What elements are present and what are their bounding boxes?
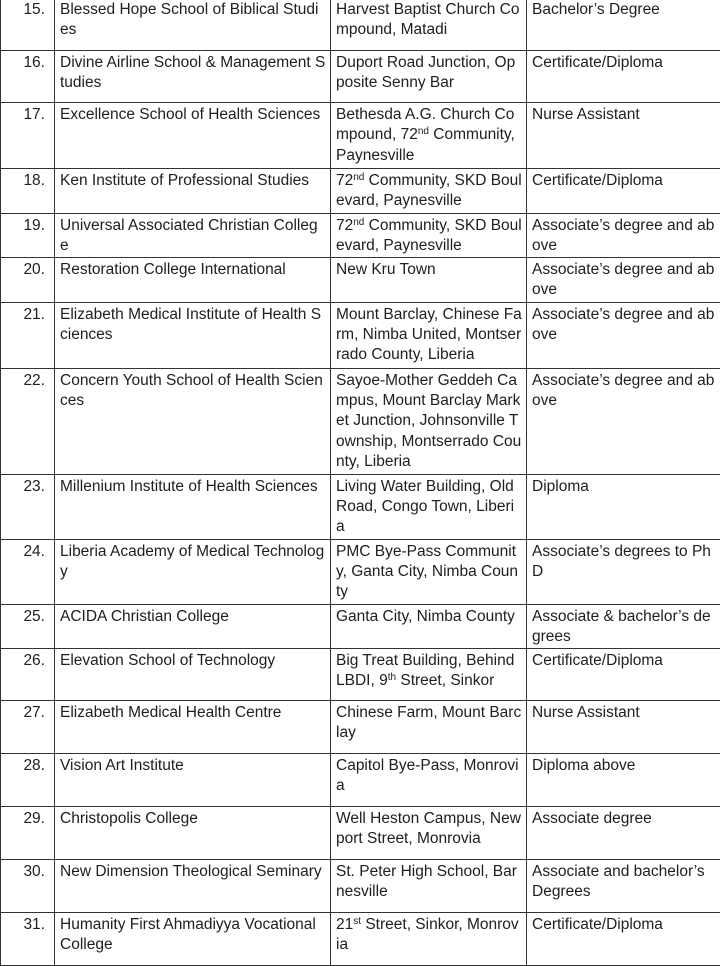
institution-location: Duport Road Junction, Opposite Senny Bar bbox=[331, 51, 527, 103]
table-row bbox=[1, 258, 720, 303]
program-level: Bachelor’s Degree bbox=[527, 0, 720, 51]
table-row bbox=[1, 0, 720, 51]
program-level: Nurse Assistant bbox=[527, 701, 720, 754]
program-level: Associate and bachelor’s Degrees bbox=[527, 860, 720, 913]
institution-name: Excellence School of Health Sciences bbox=[55, 103, 331, 169]
table-row bbox=[1, 51, 720, 103]
table-row bbox=[1, 474, 720, 539]
program-level: Certificate/Diploma bbox=[527, 913, 720, 966]
program-level: Certificate/Diploma bbox=[527, 649, 720, 701]
row-number: 15. bbox=[1, 0, 55, 51]
table-row bbox=[1, 604, 720, 649]
row-number: 20. bbox=[1, 258, 55, 303]
institution-name: Divine Airline School & Management Studies bbox=[55, 51, 331, 103]
institution-name: Elizabeth Medical Institute of Health Sciences bbox=[55, 302, 331, 368]
institution-location: 72nd Community, SKD Boulevard, Paynesville bbox=[331, 169, 527, 214]
program-level: Associate & bachelor’s degrees bbox=[527, 604, 720, 649]
institution-name: Millenium Institute of Health Sciences bbox=[55, 474, 331, 539]
row-number: 24. bbox=[1, 539, 55, 604]
program-level: Certificate/Diploma bbox=[527, 169, 720, 214]
program-level: Certificate/Diploma bbox=[527, 51, 720, 103]
program-level: Associate’s degree and above bbox=[527, 302, 720, 368]
row-number: 22. bbox=[1, 368, 55, 474]
institution-location: Ganta City, Nimba County bbox=[331, 604, 527, 649]
institution-name: Liberia Academy of Medical Technology bbox=[55, 539, 331, 604]
row-number: 27. bbox=[1, 701, 55, 754]
table-row bbox=[1, 754, 720, 807]
institution-location: Well Heston Campus, Newport Street, Monrovia bbox=[331, 807, 527, 860]
table-row bbox=[1, 649, 720, 701]
row-number: 21. bbox=[1, 302, 55, 368]
institution-location: Harvest Baptist Church Compound, Matadi bbox=[331, 0, 527, 51]
table-row bbox=[1, 860, 720, 913]
institution-name: Universal Associated Christian College bbox=[55, 213, 331, 258]
institution-name: Elevation School of Technology bbox=[55, 649, 331, 701]
institution-location: PMC Bye-Pass Community, Ganta City, Nimba County bbox=[331, 539, 527, 604]
table-row bbox=[1, 213, 720, 258]
program-level: Diploma above bbox=[527, 754, 720, 807]
table-row bbox=[1, 913, 720, 966]
row-number: 26. bbox=[1, 649, 55, 701]
program-level: Diploma bbox=[527, 474, 720, 539]
institution-location: Sayoe-Mother Geddeh Campus, Mount Barclay Market Junction, Johnsonville Township, Montserrado County, Liberia bbox=[331, 368, 527, 474]
row-number: 31. bbox=[1, 913, 55, 966]
table-row bbox=[1, 701, 720, 754]
program-level: Nurse Assistant bbox=[527, 103, 720, 169]
table-row bbox=[1, 539, 720, 604]
row-number: 18. bbox=[1, 169, 55, 214]
institution-location: Capitol Bye-Pass, Monrovia bbox=[331, 754, 527, 807]
institution-name: ACIDA Christian College bbox=[55, 604, 331, 649]
program-level: Associate’s degrees to PhD bbox=[527, 539, 720, 604]
institution-name: New Dimension Theological Seminary bbox=[55, 860, 331, 913]
row-number: 25. bbox=[1, 604, 55, 649]
institution-name: Christopolis College bbox=[55, 807, 331, 860]
institution-location: New Kru Town bbox=[331, 258, 527, 303]
institution-name: Elizabeth Medical Health Centre bbox=[55, 701, 331, 754]
table-row bbox=[1, 807, 720, 860]
program-level: Associate degree bbox=[527, 807, 720, 860]
program-level: Associate’s degree and above bbox=[527, 258, 720, 303]
institution-location: 72nd Community, SKD Boulevard, Paynesville bbox=[331, 213, 527, 258]
institution-name: Concern Youth School of Health Sciences bbox=[55, 368, 331, 474]
row-number: 19. bbox=[1, 213, 55, 258]
table-row bbox=[1, 103, 720, 169]
table-row bbox=[1, 302, 720, 368]
table-row bbox=[1, 169, 720, 214]
row-number: 16. bbox=[1, 51, 55, 103]
institution-location: Big Treat Building, Behind LBDI, 9th Street, Sinkor bbox=[331, 649, 527, 701]
institution-location: Bethesda A.G. Church Compound, 72nd Community, Paynesville bbox=[331, 103, 527, 169]
institution-location: 21st Street, Sinkor, Monrovia bbox=[331, 913, 527, 966]
table-row bbox=[1, 368, 720, 474]
institution-name: Restoration College International bbox=[55, 258, 331, 303]
row-number: 23. bbox=[1, 474, 55, 539]
row-number: 17. bbox=[1, 103, 55, 169]
row-number: 30. bbox=[1, 860, 55, 913]
institution-location: Chinese Farm, Mount Barclay bbox=[331, 701, 527, 754]
institution-location: Mount Barclay, Chinese Farm, Nimba United, Montserrado County, Liberia bbox=[331, 302, 527, 368]
institution-name: Humanity First Ahmadiyya Vocational College bbox=[55, 913, 331, 966]
institution-location: St. Peter High School, Barnesville bbox=[331, 860, 527, 913]
row-number: 28. bbox=[1, 754, 55, 807]
program-level: Associate’s degree and above bbox=[527, 368, 720, 474]
institution-name: Blessed Hope School of Biblical Studies bbox=[55, 0, 331, 51]
row-number: 29. bbox=[1, 807, 55, 860]
institution-name: Ken Institute of Professional Studies bbox=[55, 169, 331, 214]
program-level: Associate’s degree and above bbox=[527, 213, 720, 258]
institution-location: Living Water Building, Old Road, Congo Town, Liberia bbox=[331, 474, 527, 539]
institution-name: Vision Art Institute bbox=[55, 754, 331, 807]
